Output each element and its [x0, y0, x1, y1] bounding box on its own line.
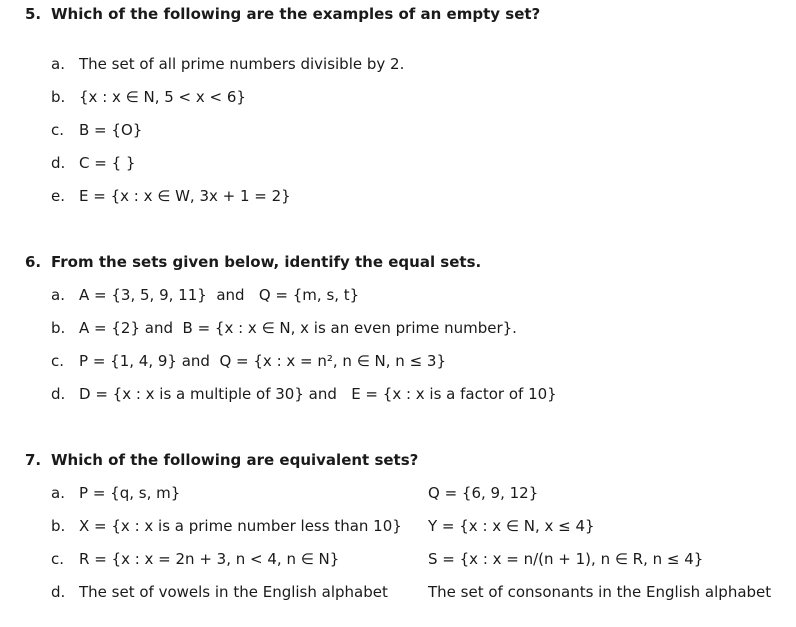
option-text: C = { } — [79, 154, 136, 172]
q6-option-a — [51, 286, 359, 304]
question-number: 6. — [25, 253, 42, 271]
option-letter: b. — [51, 88, 66, 106]
question-text: Which of the following are equivalent sets? — [51, 451, 419, 469]
question-text: Which of the following are the examples of an empty set? — [51, 5, 541, 23]
q6-option-c — [51, 352, 446, 370]
q5-option-d — [51, 154, 135, 172]
option-text: The set of all prime numbers divisible by 2. — [79, 55, 405, 73]
option-letter: b. — [51, 319, 66, 337]
q7-option-a — [51, 484, 180, 502]
q5-option-a — [51, 55, 404, 73]
q7-option-d-right-set: The set of consonants in the English alphabet — [428, 583, 772, 601]
option-text: A = {3, 5, 9, 11} and Q = {m, s, t} — [79, 286, 360, 304]
question-6 — [25, 253, 481, 271]
option-text: P = {1, 4, 9} and Q = {x : x = n², n ∈ N, n ≤ 3} — [79, 352, 446, 370]
question-number: 7. — [25, 451, 42, 469]
question-7 — [25, 451, 418, 469]
q6-option-d — [51, 385, 557, 403]
option-text: {x : x ∈ N, 5 < x < 6} — [79, 88, 246, 106]
option-letter: d. — [51, 385, 66, 403]
option-letter: d. — [51, 154, 66, 172]
option-left-set: The set of vowels in the English alphabet — [79, 583, 388, 601]
q7-option-a-right-set: Q = {6, 9, 12} — [428, 484, 539, 502]
option-left-set: R = {x : x = 2n + 3, n < 4, n ∈ N} — [79, 550, 340, 568]
q6-option-b — [51, 319, 517, 337]
option-text: D = {x : x is a multiple of 30} and E = {x : x is a factor of 10} — [79, 385, 557, 403]
option-letter: d. — [51, 583, 66, 601]
option-text: B = {O} — [79, 121, 143, 139]
question-5 — [25, 5, 540, 23]
option-left-set: X = {x : x is a prime number less than 10} — [79, 517, 402, 535]
q7-option-b — [51, 517, 402, 535]
option-text: E = {x : x ∈ W, 3x + 1 = 2} — [79, 187, 291, 205]
q5-option-c — [51, 121, 142, 139]
option-letter: b. — [51, 517, 66, 535]
option-letter: a. — [51, 286, 65, 304]
option-letter: c. — [51, 550, 65, 568]
q7-option-c — [51, 550, 339, 568]
option-letter: c. — [51, 121, 65, 139]
option-left-set: P = {q, s, m} — [79, 484, 181, 502]
question-number: 5. — [25, 5, 42, 23]
question-text: From the sets given below, identify the equal sets. — [51, 253, 482, 271]
option-letter: a. — [51, 55, 65, 73]
option-text: A = {2} and B = {x : x ∈ N, x is an even prime number}. — [79, 319, 517, 337]
q5-option-b — [51, 88, 246, 106]
option-letter: e. — [51, 187, 65, 205]
q5-option-e — [51, 187, 291, 205]
q7-option-b-right-set: Y = {x : x ∈ N, x ≤ 4} — [428, 517, 595, 535]
option-letter: a. — [51, 484, 65, 502]
option-letter: c. — [51, 352, 65, 370]
q7-option-d — [51, 583, 388, 601]
q7-option-c-right-set: S = {x : x = n/(n + 1), n ∈ R, n ≤ 4} — [428, 550, 704, 568]
